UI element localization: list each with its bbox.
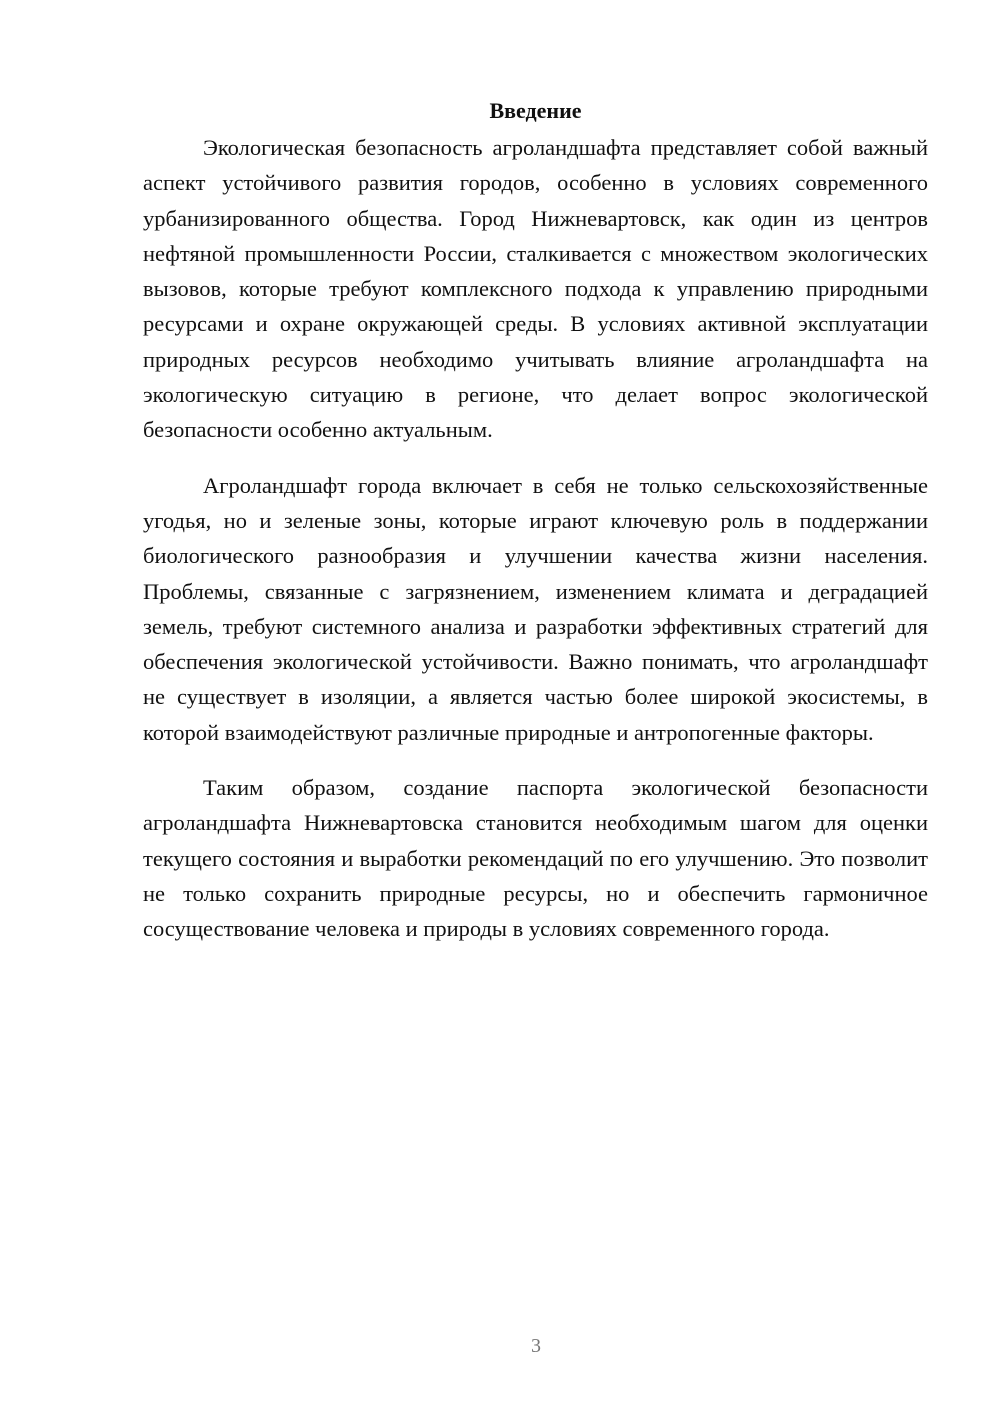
- paragraph-3: Таким образом, создание паспорта экологической безопасности агроландшафта Нижневартовска становится необходимым шагом для оценки текущего состояния и выработки рекомендаций по его улучшению. Это позволит не только сохранить природные ресурсы, но и обеспечить гармоничное сосуществование человека и природы в условиях современного города.: [143, 775, 928, 942]
- paragraph-2: Агроландшафт города включает в себя не только сельскохозяйственные угодья, но и зеленые зоны, которые играют ключевую роль в поддержании биологического разнообразия и улучшении качества жизни населения. Проблемы, связанные с загрязнением, изменением климата и деградацией земель, требуют системного анализа и разработки эффективных стратегий для обеспечения экологической устойчивости. Важно понимать, что агроландшафт не существует в изоляции, а является частью более широкой экосистемы, в которой взаимодействуют различные природные и антропогенные факторы.: [143, 472, 928, 745]
- paragraph-1: Экологическая безопасность агроландшафта представляет собой важный аспект устойчивого развития городов, особенно в условиях современного урбанизированного общества. Город Нижневартовск, как один из центров нефтяной промышленности России, сталкивается с множеством экологических вызовов, которые требуют комплексного подхода к управлению природными ресурсами и охране окружающей среды. В условиях активной эксплуатации природных ресурсов необходимо учитывать влияние агроландшафта на экологическую ситуацию в регионе, что делает вопрос экологической безопасности особенно актуальным.: [143, 135, 928, 443]
- page-number: 3: [531, 1335, 541, 1357]
- page-content: [143, 96, 928, 947]
- section-heading: Введение: [489, 98, 582, 123]
